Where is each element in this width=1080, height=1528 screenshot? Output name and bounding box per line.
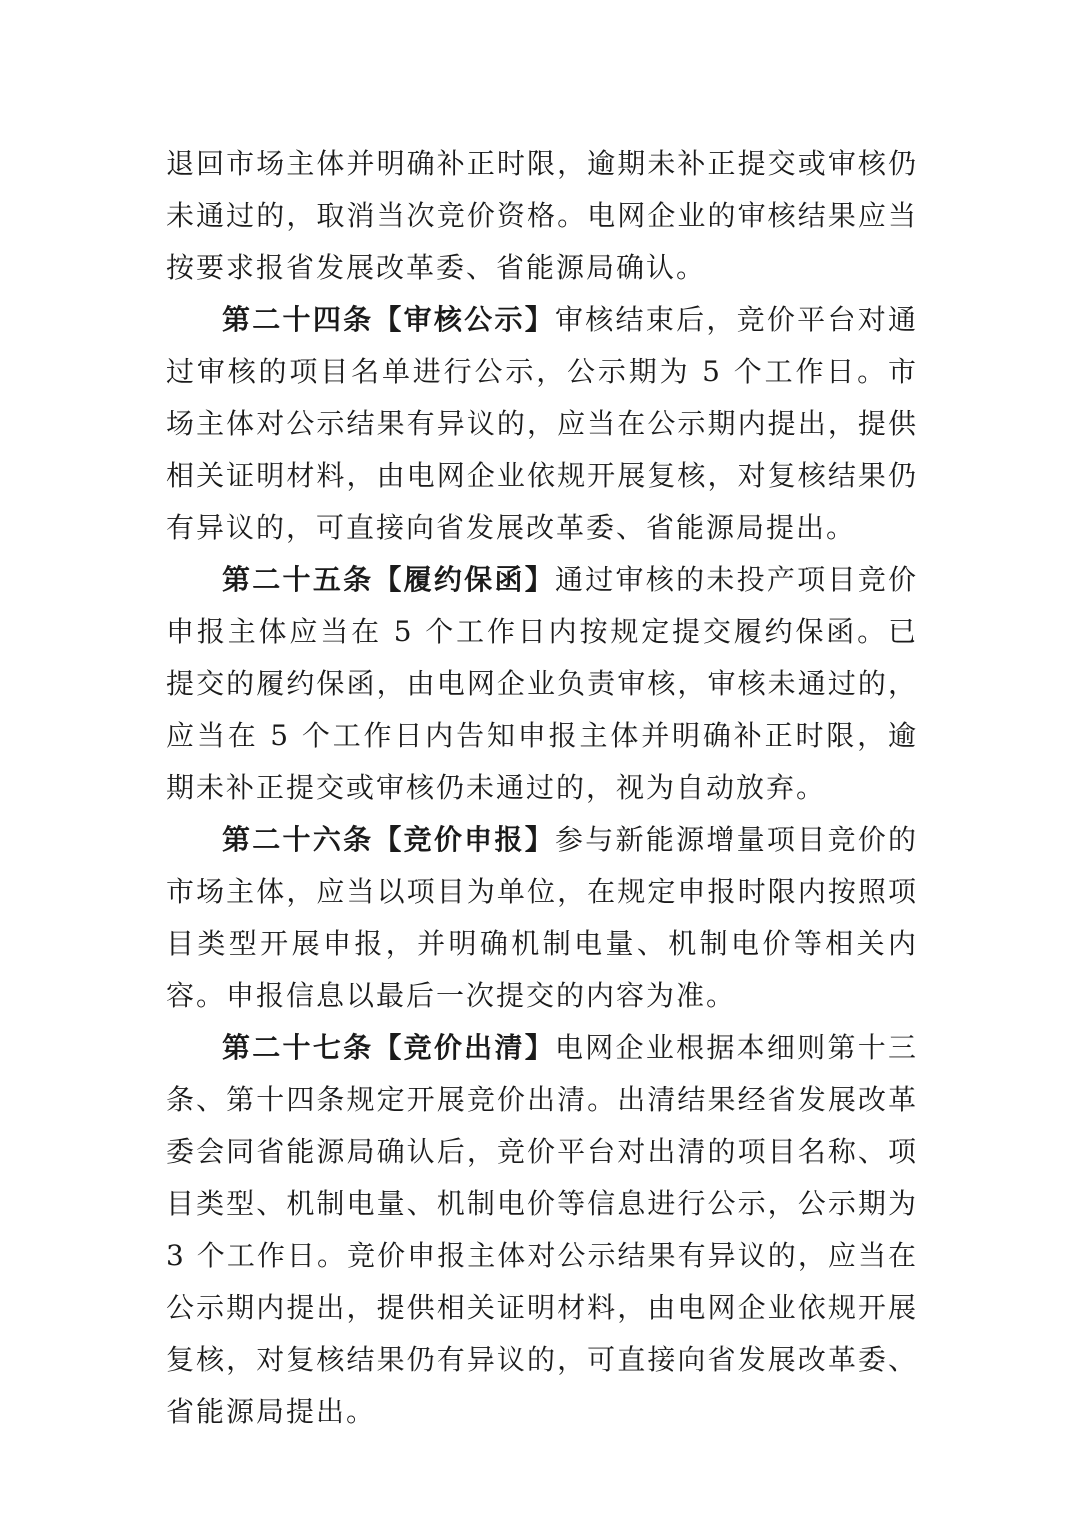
- article-26: [166, 814, 918, 1022]
- article-text: 通过审核的未投产项目竞价申报主体应当在 5 个工作日内按规定提交履约保函。已提交的履约保函，由电网企业负责审核，审核未通过的，应当在 5 个工作日内告知申报主体并明确补正时限，逾期未补正提交或审核仍未通过的，视为自动放弃。: [166, 563, 918, 804]
- article-27: [166, 1022, 918, 1438]
- article-heading: 第二十五条【履约保函】: [222, 563, 555, 596]
- article-text: 审核结束后，竞价平台对通过审核的项目名单进行公示，公示期为 5 个工作日。市场主体对公示结果有异议的，应当在公示期内提出，提供相关证明材料，由电网企业依规开展复核，对复核结果仍有异议的，可直接向省发展改革委、省能源局提出。: [166, 303, 918, 544]
- article-25: [166, 554, 918, 814]
- article-heading: 第二十七条【竞价出清】: [222, 1031, 555, 1064]
- article-text: 电网企业根据本细则第十三条、第十四条规定开展竞价出清。出清结果经省发展改革委会同省能源局确认后，竞价平台对出清的项目名称、项目类型、机制电量、机制电价等信息进行公示，公示期为 3 个工作日。竞价申报主体对公示结果有异议的，应当在公示期内提出，提供相关证明材料，由电网企业依规开展复核，对复核结果仍有异议的，可直接向省发展改革委、省能源局提出。: [166, 1031, 918, 1428]
- paragraph-text: 退回市场主体并明确补正时限，逾期未补正提交或审核仍未通过的，取消当次竞价资格。电网企业的审核结果应当按要求报省发展改革委、省能源局确认。: [166, 147, 918, 284]
- document-body: [166, 138, 918, 1438]
- paragraph-continued: [166, 138, 918, 294]
- article-heading: 第二十四条【审核公示】: [222, 303, 555, 336]
- article-heading: 第二十六条【竞价申报】: [222, 823, 555, 856]
- article-text: 参与新能源增量项目竞价的市场主体，应当以项目为单位，在规定申报时限内按照项目类型开展申报，并明确机制电量、机制电价等相关内容。申报信息以最后一次提交的内容为准。: [166, 823, 918, 1012]
- article-24: [166, 294, 918, 554]
